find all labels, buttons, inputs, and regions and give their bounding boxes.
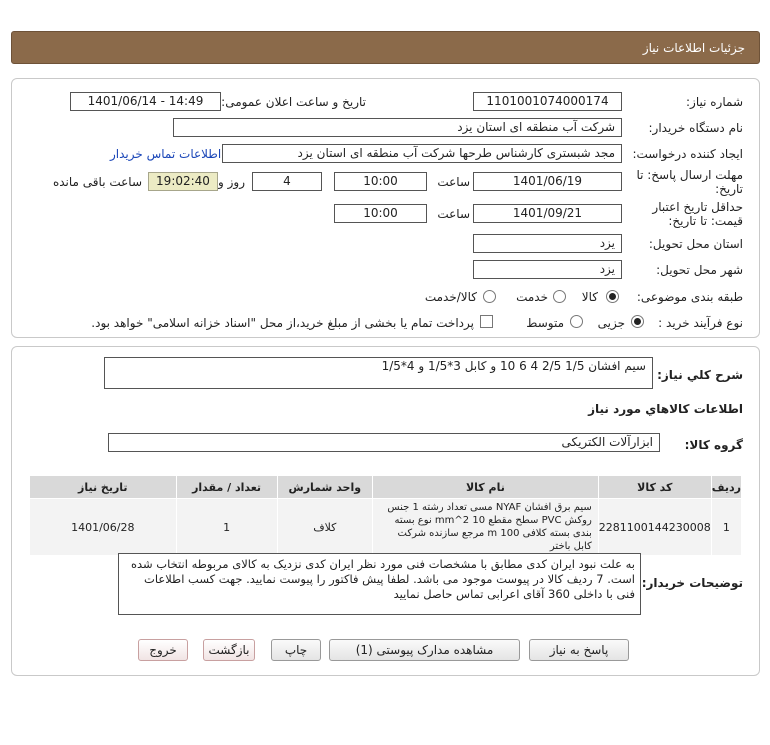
col-qty-header: تعداد / مقدار [176,476,277,499]
row-qty: 1 [176,499,277,556]
notes-field: به علت نبود ایران کدی مطابق با مشخصات فنی مورد نظر ایران کدی نزدیک به کالای مربوطه انتخاب شده است. 7 ردیف کالا در پیوست موجود می باشد. لطفا پیش فاکتور را پیوست نمایید. جهت کسب اطلاعات فنی با داخلی 360 آقای اعرابی تماس حاصل نمایید [118,553,641,615]
notes-label: توضیحات خریدار: [641,576,743,590]
remaining-label: ساعت باقی مانده [52,175,142,189]
category-label: طبقه بندی موضوعی: [636,290,743,304]
need-number-label: شماره نیاز: [686,95,743,109]
print-button[interactable]: چاپ [271,639,321,661]
buyer-contact-link[interactable]: اطلاعات تماس خریدار [110,147,222,161]
page-header [11,31,760,64]
reply-button[interactable]: پاسخ به نیاز [529,639,629,661]
validity-time-label: ساعت [437,207,470,221]
payment-checkbox[interactable] [480,315,493,328]
days-field: 4 [252,172,322,191]
row-code: 2281100144230008 [598,499,711,556]
exit-button[interactable]: خروج [138,639,188,661]
announce-label: تاریخ و ساعت اعلان عمومی: [221,95,366,109]
back-button[interactable]: بازگشت [203,639,255,661]
col-date-header: تاریخ نیاز [30,476,177,499]
deadline-date-field: 1401/06/19 [473,172,622,191]
col-code-header: کد کالا [598,476,711,499]
page-title: جزئیات اطلاعات نیاز [642,41,745,55]
row-unit: کلاف [277,499,373,556]
creator-label: ایجاد کننده درخواست: [632,147,743,161]
table-header-row [30,476,742,499]
category-radio-goods-service[interactable] [483,290,496,303]
row-date: 1401/06/28 [30,499,177,556]
row-index: 1 [711,499,741,556]
city-field: یزد [473,260,622,279]
goods-section-title: اطلاعات کالاهاي مورد نياز [588,402,743,416]
process-option-minor: جزیی [597,316,625,330]
category-option-goods: کالا [581,290,598,304]
process-label: نوع فرآیند خرید : [658,316,743,330]
validity-label-2: قیمت: تا تاریخ: [668,214,743,228]
goods-group-label: گروه کالا: [684,438,743,452]
buyer-org-label: نام دستگاه خریدار: [648,121,743,135]
summary-label: شرح کلي نياز: [657,368,743,382]
category-radio-service[interactable] [553,290,566,303]
announce-field: 1401/06/14 - 14:49 [70,92,221,111]
remaining-time-field: 19:02:40 [148,172,218,191]
process-option-medium: متوسط [526,316,564,330]
deadline-time-field: 10:00 [334,172,427,191]
deadline-time-label: ساعت [437,175,470,189]
city-label: شهر محل تحویل: [656,263,743,277]
summary-field: سیم افشان 1/5 2/5 4 6 10 و کابل 3*1/5 و 4*1/5 [104,357,653,389]
row-name: سیم برق افشان NYAF مسی تعداد رشته 1 جنس روکش PVC سطح مقطع 10 mm^2 نوع بسته بندی بسته کلافی 100 m مرجع سازنده شرکت کابل باختر [373,499,599,556]
province-label: استان محل تحویل: [648,237,743,251]
validity-date-field: 1401/09/21 [473,204,622,223]
col-index-header: ردیف [711,476,741,499]
process-radio-minor[interactable] [631,315,644,328]
category-radio-goods[interactable] [606,290,619,303]
days-label: روز و [218,175,245,189]
need-number-field: 1101001074000174 [473,92,622,111]
validity-time-field: 10:00 [334,204,427,223]
deadline-label-2: تاریخ: [715,182,743,196]
buyer-org-field: شرکت آب منطقه ای استان یزد [173,118,622,137]
validity-label-1: حداقل تاریخ اعتبار [652,200,743,214]
category-option-goods-service: کالا/خدمت [424,290,477,304]
goods-table [29,475,742,556]
deadline-label-1: مهلت ارسال پاسخ: تا [636,168,743,182]
category-option-service: خدمت [516,290,548,304]
process-radio-medium[interactable] [570,315,583,328]
table-row [30,499,742,556]
goods-group-field: ابزارآلات الکتریکی [108,433,660,452]
attachments-button[interactable]: مشاهده مدارک پیوستی (1) [329,639,520,661]
creator-field: مجد شبستری کارشناس طرحها شرکت آب منطقه ای استان یزد [222,144,622,163]
col-name-header: نام کالا [373,476,599,499]
payment-note: پرداخت تمام یا بخشی از مبلغ خرید،از محل "اسناد خزانه اسلامی" خواهد بود. [91,316,474,330]
province-field: یزد [473,234,622,253]
col-unit-header: واحد شمارش [277,476,373,499]
